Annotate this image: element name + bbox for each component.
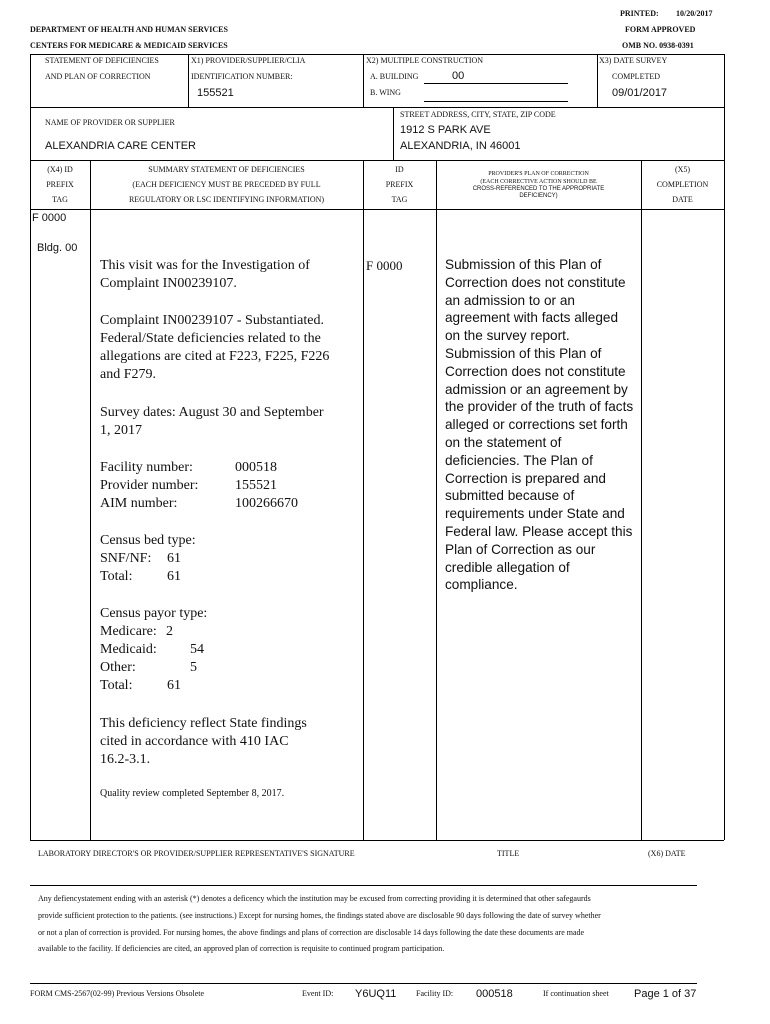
plan-label: AND PLAN OF CORRECTION [45,72,151,81]
x5-header: (X5) [674,165,691,174]
poc-sub1: (EACH CORRECTIVE ACTION SHOULD BE [480,179,597,185]
completion-header: COMPLETION [656,180,709,189]
aim-number-label: AIM number: [100,496,178,511]
complaint-line-2: Federal/State deficiencies related to the [100,331,321,346]
event-id-label: Event ID: [302,989,334,998]
census-payor-label: Census payor type: [100,606,208,621]
omb-number: OMB NO. 0938-0391 [622,41,694,50]
visit-line-1: This visit was for the Investigation of [100,258,310,273]
summary-header: SUMMARY STATEMENT OF DEFICIENCIES [148,165,305,174]
city-value: ALEXANDRIA, IN 46001 [400,140,521,152]
medicare-label: Medicare: [100,624,157,639]
prefix-header-2: PREFIX [385,180,414,189]
continuation-label: If continuation sheet [543,989,609,998]
centers-title: CENTERS FOR MEDICARE & MEDICAID SERVICES [30,41,228,50]
facility-number-value: 000518 [235,460,277,475]
form-approved: FORM APPROVED [625,25,696,34]
quality-review: Quality review completed September 8, 2017. [100,788,285,799]
medicaid-value: 54 [190,642,204,657]
provider-id-value: 155521 [197,87,234,99]
title-label: TITLE [497,849,520,858]
state-findings-line-1: This deficiency reflect State findings [100,716,307,731]
state-findings-line-2: cited in accordance with 410 IAC [100,734,289,749]
provider-number-value: 155521 [235,478,277,493]
form-number: FORM CMS-2567(02-99) Previous Versions Obsolete [30,989,205,998]
medicare-value: 2 [166,624,173,639]
building-tag: Bldg. 00 [37,242,78,254]
building-label: A. BUILDING [370,72,419,81]
snf-value: 61 [167,551,181,566]
x4-id-header: (X4) ID [47,165,73,174]
deficiency-tag: F 0000 [32,212,67,224]
snf-label: SNF/NF: [100,551,152,566]
state-findings-line-3: 16.2-3.1. [100,752,151,767]
address-label: STREET ADDRESS, CITY, STATE, ZIP CODE [400,110,556,119]
other-label: Other: [100,660,136,675]
complaint-line-4: and F279. [100,367,156,382]
other-value: 5 [190,660,197,675]
tag-header: TAG [52,195,68,204]
bed-total-label: Total: [100,569,133,584]
printed-label: PRINTED: [620,9,659,18]
right-tag: F 0000 [366,258,403,273]
payor-total-value: 61 [167,678,181,693]
poc-sub3: DEFICIENCY) [519,193,558,199]
facility-number-label: Facility number: [100,460,193,475]
x1-label-2: IDENTIFICATION NUMBER: [191,72,293,81]
plan-of-correction-text: Submission of this Plan of Correction does not constitute an admission to or an agreement with facts alleged on the survey report. Submission of this Plan of Correction does not constitute admission or an agreement by the provider of the truth of facts alleged or corrections set forth on the statement of deficiencies. The Plan of Correction is prepared and submitted because of requirements under State and Federal law. Please accept this Plan of Correction as our credible allegation of compliance. [445,257,634,593]
medicaid-label: Medicaid: [100,642,157,657]
summary-sub2: REGULATORY OR LSC IDENTIFYING INFORMATION) [128,195,325,204]
summary-sub1: (EACH DEFICIENCY MUST BE PRECEDED BY FULL [132,180,321,189]
tag-header-2: TAG [391,195,408,204]
prefix-header: PREFIX [46,180,74,189]
printed-date: 10/20/2017 [676,9,713,18]
facility-id-value: 000518 [476,988,513,1000]
bed-total-value: 61 [167,569,181,584]
census-bed-label: Census bed type: [100,533,196,548]
x3-label: X3) DATE SURVEY [599,56,668,65]
survey-date-value: 09/01/2017 [612,87,668,99]
department-title: DEPARTMENT OF HEALTH AND HUMAN SERVICES [30,25,228,34]
complaint-line-3: allegations are cited at F223, F225, F226 [100,349,330,364]
survey-dates-line-1: Survey dates: August 30 and September [100,405,324,420]
disclosure-footnote: Any defiencystatement ending with an asterisk (*) denotes a deficency which the institution may be excused from correcting providing it is determined that other safegaurds provide sufficient protection to the patients. (see instructions.) Except for nursing homes, the findings stated above are disclosable 90 days following the date of survey whether or not a plan of correction is provided. For nursing homes, the above findings and plans of correction are disclosable 14 days following the date these documents are made available to the facility. If deficiencies are cited, an approved plan of correction is requisite to continued program participation. [38,894,601,954]
facility-id-label: Facility ID: [416,989,454,998]
payor-total-label: Total: [100,678,133,693]
provider-number-label: Provider number: [100,478,199,493]
poc-sub2: CROSS-REFERENCED TO THE APPROPRIATE [472,186,605,192]
provider-name-value: ALEXANDRIA CARE CENTER [45,140,196,152]
building-value: 00 [452,70,465,82]
poc-header: PROVIDER'S PLAN OF CORRECTION [488,171,589,177]
statement-label: STATEMENT OF DEFICIENCIES [45,56,159,65]
signature-label: LABORATORY DIRECTOR'S OR PROVIDER/SUPPLIER REPRESENTATIVE'S SIGNATURE [38,849,355,858]
survey-dates-line-2: 1, 2017 [100,423,142,438]
aim-number-value: 100266670 [235,496,298,511]
event-id-value: Y6UQ11 [355,988,397,1000]
provider-name-label: NAME OF PROVIDER OR SUPPLIER [45,118,175,127]
street-value: 1912 S PARK AVE [400,124,491,136]
visit-line-2: Complaint IN00239107. [100,276,237,291]
id-header: ID [395,165,404,174]
x1-label: X1) PROVIDER/SUPPLIER/CLIA [191,56,306,65]
page-number: Page 1 of 37 [634,988,697,1000]
wing-label: B. WING [370,88,401,97]
x6-date-label: (X6) DATE [648,849,686,858]
complaint-line-1: Complaint IN00239107 - Substantiated. [100,313,324,328]
date-header: DATE [672,195,693,204]
x2-label: X2) MULTIPLE CONSTRUCTION [366,56,484,65]
x3-label-2: COMPLETED [612,72,660,81]
